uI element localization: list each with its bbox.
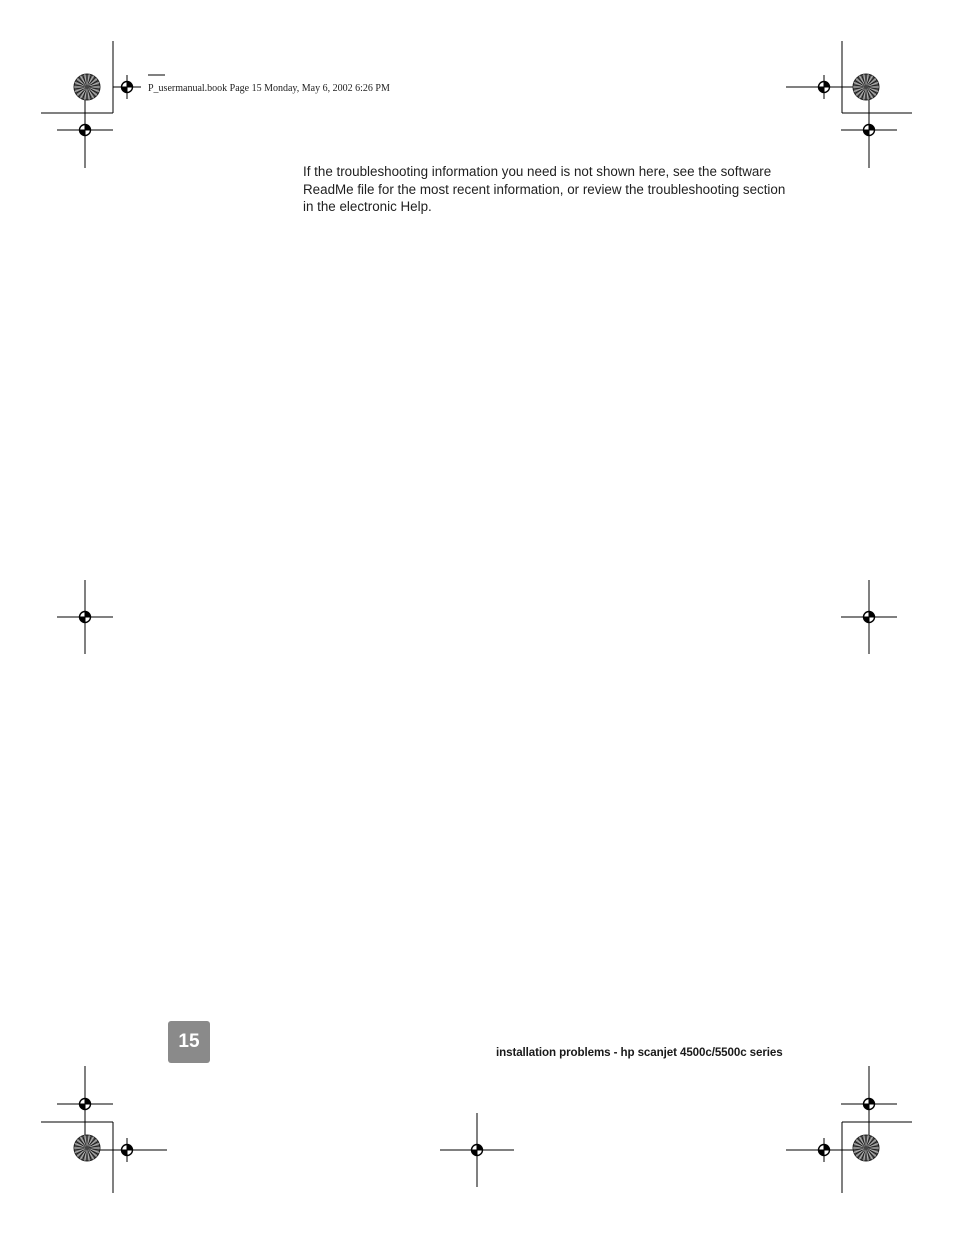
- running-footer-title: installation problems - hp scanjet 4500c/5500c series: [496, 1046, 783, 1059]
- registration-mark-icon: [841, 1066, 897, 1142]
- starburst-target-icon: [853, 74, 879, 100]
- starburst-target-icon: [74, 74, 100, 100]
- body-line: If the troubleshooting information you need is not shown here, see the software: [303, 164, 772, 179]
- body-paragraph: [303, 163, 793, 216]
- registration-mark-icon: [57, 92, 113, 168]
- starburst-target-icon: [853, 1135, 879, 1161]
- registration-mark-icon: [440, 1113, 514, 1187]
- body-line: ReadMe file for the most recent information, or review the troubleshooting section: [303, 181, 786, 197]
- registration-mark-icon: [57, 580, 113, 654]
- registration-mark-icon: [57, 1066, 113, 1142]
- registration-mark-icon: [841, 92, 897, 168]
- starburst-target-icon: [74, 1135, 100, 1161]
- registration-mark-icon: [786, 75, 862, 99]
- file-slug: P_usermanual.book Page 15 Monday, May 6, 2002 6:26 PM: [148, 83, 390, 94]
- registration-mark-icon: [113, 75, 141, 99]
- registration-mark-icon: [841, 580, 897, 654]
- page-number-tab: [168, 1021, 210, 1063]
- page-number: 15: [178, 1031, 200, 1052]
- body-line: in the electronic Help.: [303, 199, 432, 214]
- registration-mark-icon: [786, 1138, 862, 1162]
